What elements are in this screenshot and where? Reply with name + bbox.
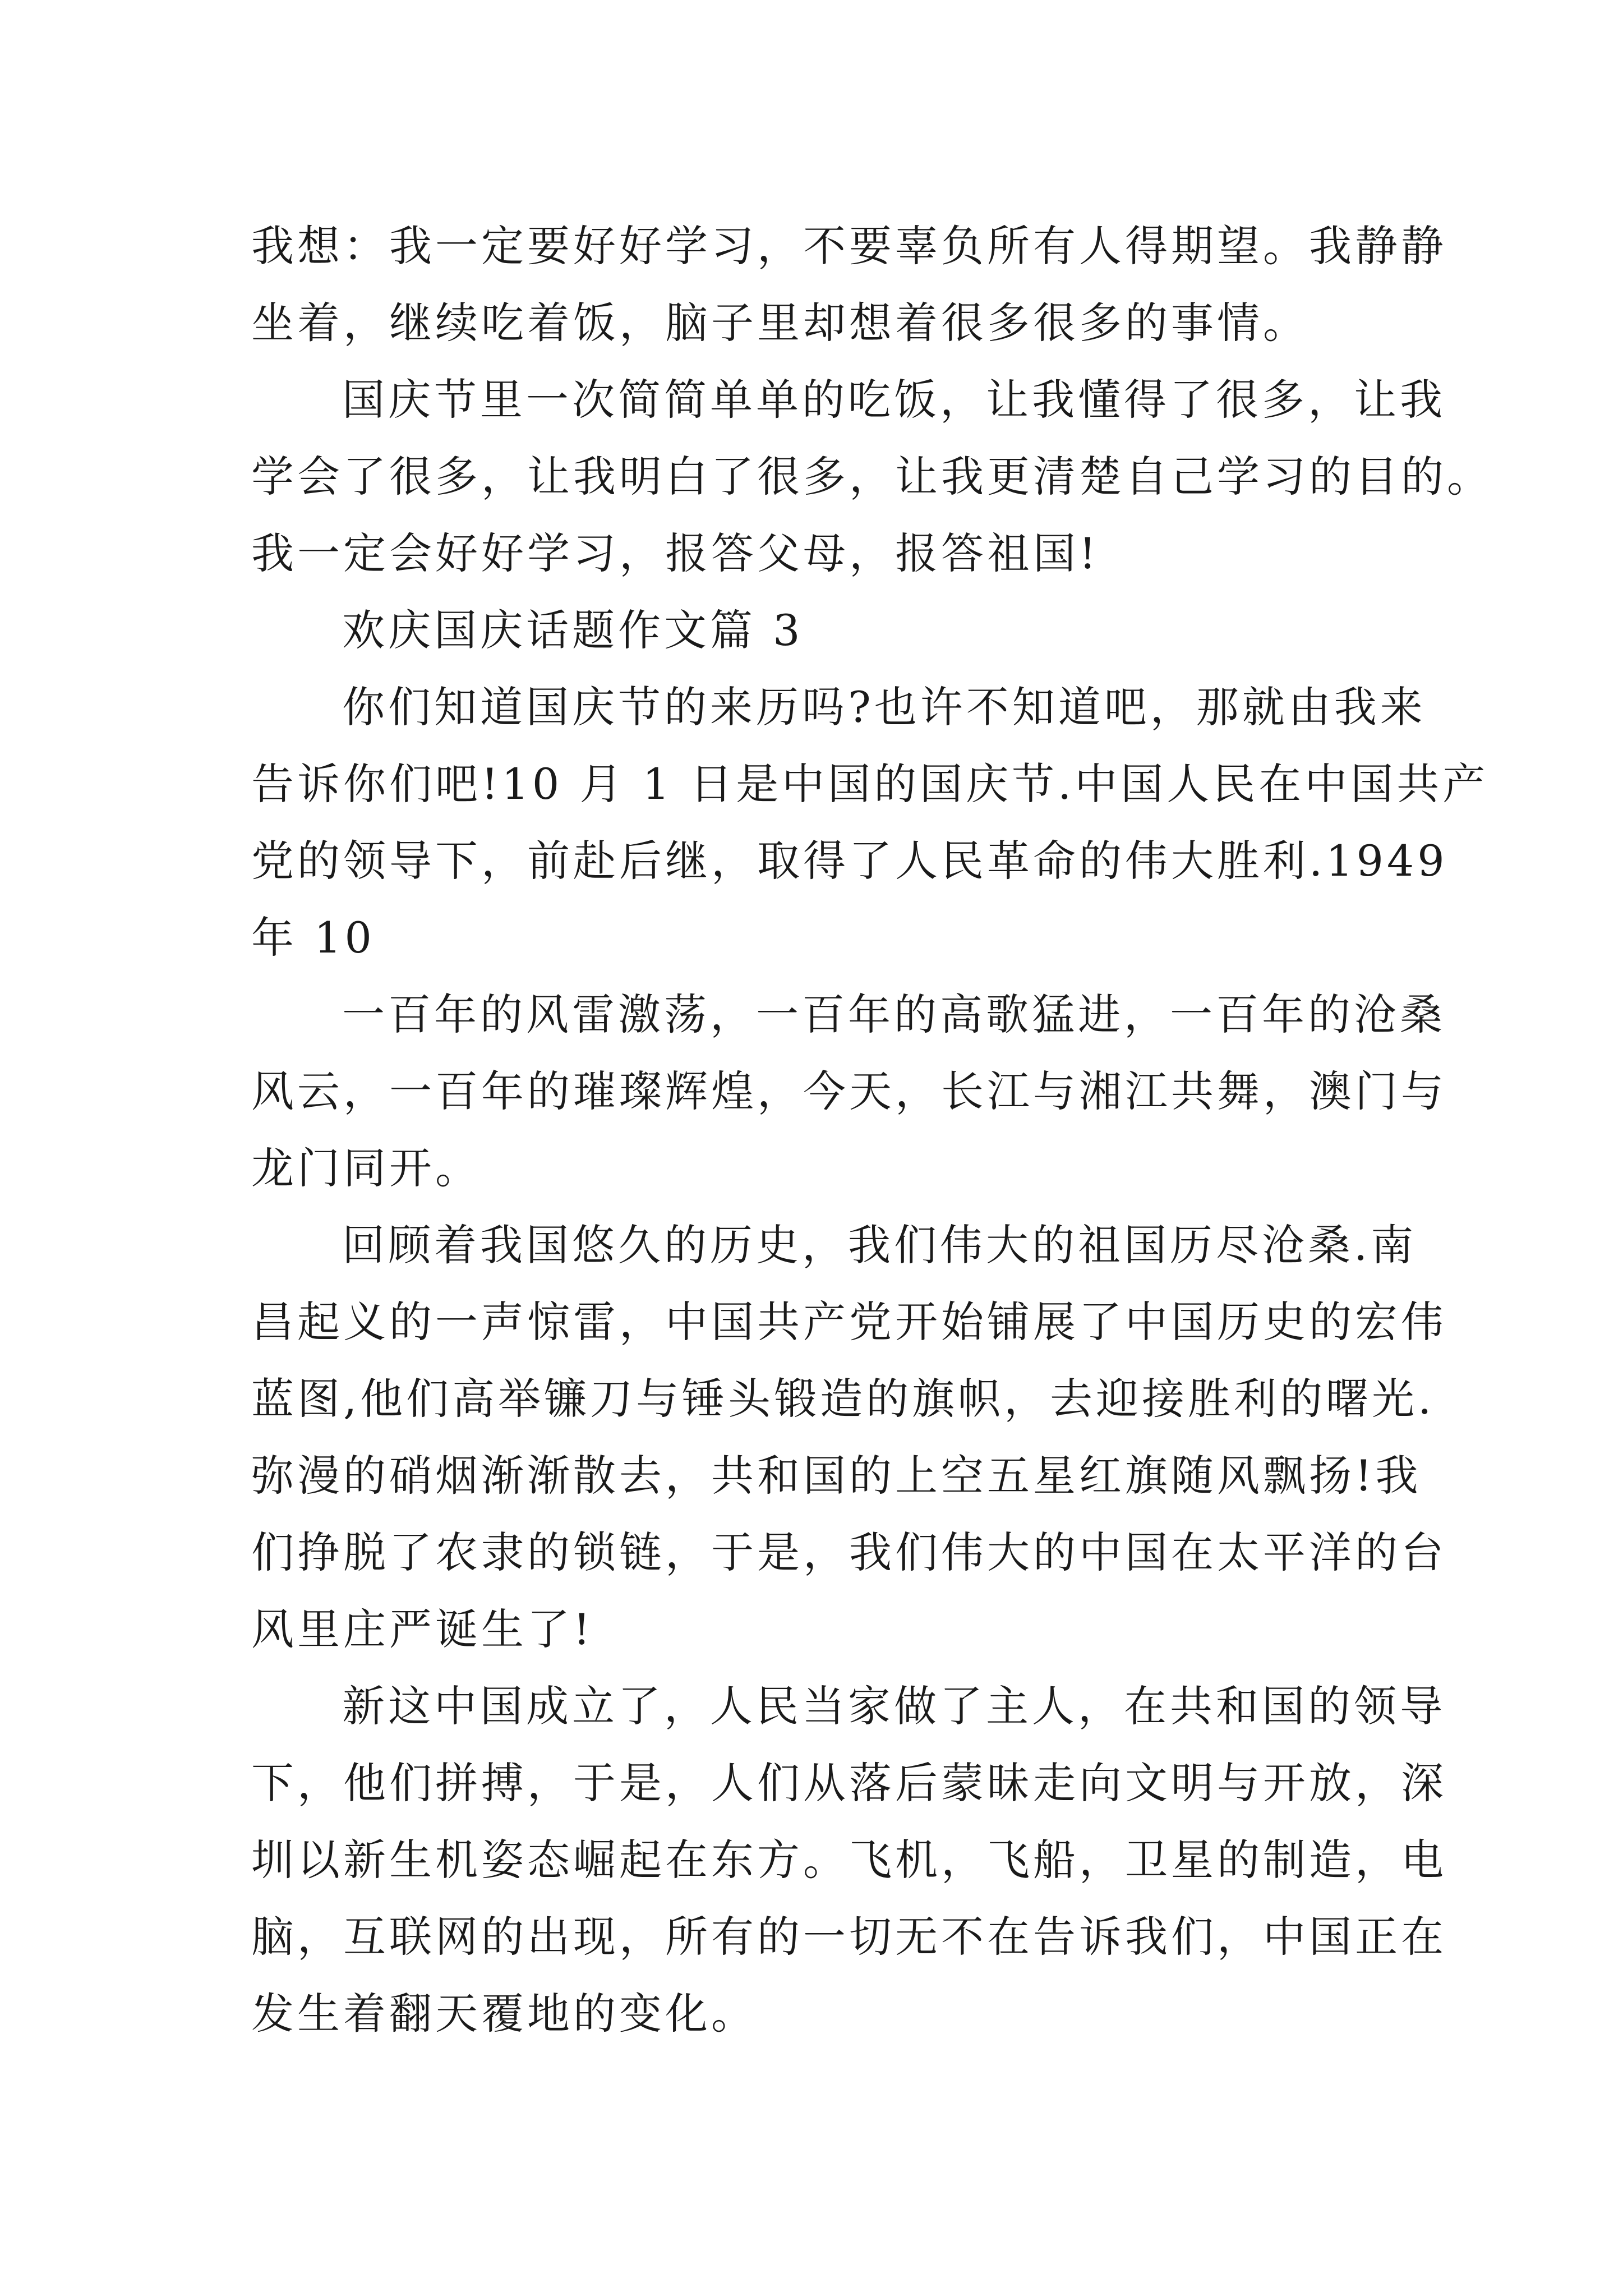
text-line: 新这中国成立了，人民当家做了主人，在共和国的领导 <box>342 1681 1446 1731</box>
text-line: 年 10 <box>251 913 375 963</box>
text-line: 一百年的风雷激荡，一百年的高歌猛进，一百年的沧桑 <box>342 990 1446 1039</box>
text-line: 我一定会好好学习，报答父母，报答祖国! <box>251 528 1100 578</box>
text-line: 昌起义的一声惊雷，中国共产党开始铺展了中国历史的宏伟 <box>251 1297 1447 1347</box>
text-line: 风云，一百年的璀璨辉煌，今天，长江与湘江共舞，澳门与 <box>251 1066 1447 1116</box>
document-body <box>251 208 1493 2052</box>
text-line: 风里庄严诞生了! <box>251 1604 594 1654</box>
text-line: 脑，互联网的出现，所有的一切无不在告诉我们，中国正在 <box>251 1912 1447 1962</box>
text-line: 弥漫的硝烟渐渐散去，共和国的上空五星红旗随风飘扬!我 <box>251 1451 1422 1501</box>
text-line: 党的领导下，前赴后继，取得了人民革命的伟大胜利.1949 <box>251 836 1448 886</box>
text-line: 圳以新生机姿态崛起在东方。飞机，飞船，卫星的制造，电 <box>251 1835 1447 1885</box>
text-line: 你们知道国庆节的来历吗?也许不知道吧，那就由我来 <box>342 682 1426 732</box>
text-line: 学会了很多，让我明白了很多，让我更清楚自己学习的目的。 <box>251 452 1493 501</box>
text-line: 发生着翻天覆地的变化。 <box>251 1989 757 2039</box>
text-line: 们挣脱了农隶的锁链，于是，我们伟大的中国在太平洋的台 <box>251 1527 1447 1577</box>
text-line: 下，他们拼搏，于是，人们从落后蒙昧走向文明与开放，深 <box>251 1758 1447 1808</box>
text-line: 回顾着我国悠久的历史，我们伟大的祖国历尽沧桑.南 <box>342 1220 1417 1270</box>
text-line: 蓝图,他们高举镰刀与锤头锻造的旗帜，去迎接胜利的曙光. <box>251 1374 1435 1424</box>
text-line: 坐着，继续吃着饭，脑子里却想着很多很多的事情。 <box>251 298 1309 348</box>
text-line: 国庆节里一次简简单单的吃饭，让我懂得了很多，让我 <box>342 375 1446 425</box>
text-line: 告诉你们吧!10 月 1 日是中国的国庆节.中国人民在中国共产 <box>251 759 1489 809</box>
section-heading: 欢庆国庆话题作文篇 3 <box>342 605 804 655</box>
text-line: 我想：我一定要好好学习，不要辜负所有人得期望。我静静 <box>251 221 1447 271</box>
text-line: 龙门同开。 <box>251 1143 481 1193</box>
